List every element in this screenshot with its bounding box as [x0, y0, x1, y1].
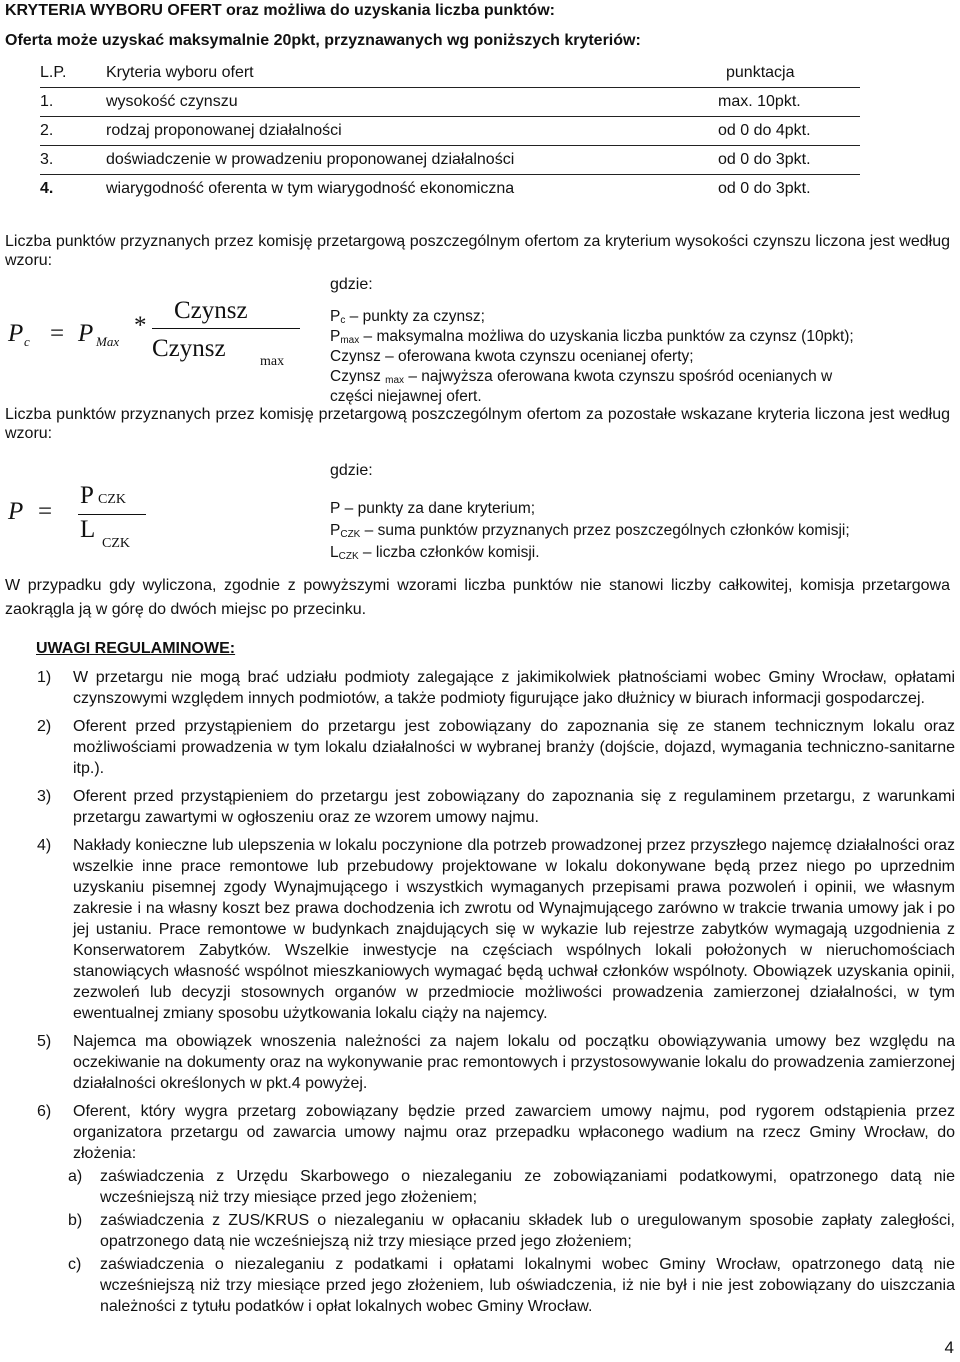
list-item — [5, 1101, 955, 1164]
formula1-equation — [8, 297, 308, 382]
formula2-fraction-bar — [78, 514, 146, 515]
row-no: 2. — [40, 122, 54, 139]
list-item — [5, 667, 955, 709]
list-item — [5, 716, 955, 779]
criteria-table — [40, 58, 860, 203]
formula1-legend — [330, 309, 854, 409]
table-divider — [40, 87, 860, 88]
legend-item: P – punkty za dane kryterium; — [330, 500, 536, 517]
page-subtitle: Oferta może uzyskać maksymalnie 20pkt, przyznawanych wg poniższych kryteriów: — [5, 32, 641, 49]
formula1-lhs-sub: c — [24, 334, 30, 349]
rounding-note: W przypadku gdy wyliczona, zgodnie z powyższymi wzorami liczba punktów nie stanowi liczby całkowitej, komisja przetargowa zaokrągla ją w górę do dwóch miejsc po przecinku. — [5, 577, 950, 618]
subitem-text: zaświadczenia o niezaleganiu z podatkami i opłatami lokalnymi wobec Gminy Wrocław, opatrzonego datą nie wcześniejszą niż trzy miesiące przed jego złożeniem, lub oświadczenia, iż nie był i nie jest zobowiązany do uiszczania należności z tytułu podatków i opłat lokalnych wobec Gminy Wrocław. — [100, 1256, 955, 1315]
sub-list-item — [5, 1254, 955, 1317]
formula1-pmax: P — [78, 320, 94, 347]
row-name: wiarygodność oferenta w tym wiarygodność ekonomiczna — [106, 180, 515, 197]
item-number: 3) — [37, 788, 52, 805]
formula2-eq: = — [38, 498, 53, 525]
formula1-pmax-sub: Max — [96, 334, 120, 349]
row-points: od 0 do 3pkt. — [718, 180, 811, 197]
col-header-name: Kryteria wyboru ofert — [106, 64, 254, 81]
uwagi-list — [5, 667, 955, 1317]
row-name: wysokość czynszu — [106, 93, 238, 110]
row-points: od 0 do 4pkt. — [718, 122, 811, 139]
formula1-eq: = — [50, 320, 65, 347]
formula1-gdzie: gdzie: — [330, 276, 373, 293]
col-header-no: L.P. — [40, 64, 67, 81]
item-text: Oferent, który wygra przetarg zobowiązany będzie przed zawarciem umowy najmu, pod rygorem odstąpienia przez organizatora przetargu od zawarcia umowy najmu oraz przepadku wpłaconego wadium na rzecz Gminy Wrocław, do złożenia: — [73, 1103, 955, 1162]
legend-item: $L_{CZK}$ – liczba członków komisji. — [330, 544, 540, 562]
table-row — [40, 116, 860, 145]
uwagi-heading: UWAGI REGULAMINOWE: — [36, 640, 236, 657]
formula1-denominator-sub: max — [260, 354, 285, 369]
row-no: 3. — [40, 151, 54, 168]
item-text: Najemca ma obowiązek wnoszenia należności za najem lokalu od początku obowiązywania umowy bez względu na oczekiwanie na dokumenty oraz na wykonywanie prac remontowych i przystosowywanie lokalu do prowadzenia zamierzonej działalności określonych w pkt.4 powyżej. — [73, 1033, 955, 1092]
item-text: Nakłady konieczne lub ulepszenia w lokalu poczynione dla potrzeb prowadzonej przez przyszłego najemcę działalności oraz wszelkie inne prace remontowe lub przebudowy projektowane w lokalu dokonywane będą przez niego po uprzednim uzyskaniu pisemnej zgody Wynajmującego i wszystkich wymaganych przepisami prawa pozwoleń i opinii, we własnym zakresie i na własny koszt bez prawa dochodzenia ich zwrotu od Wynajmującego zarówno w trakcie trwania umowy jak i po jej ustaniu. Prace remontowe w budynkach znajdujących się w wykazie lub rejestrze zabytków wymagają uzgodnienia z Konserwatorem Zabytków. Wszelkie inwestycje na częściach wspólnych lokali położonych w nieruchomościach stanowiących własność wspólnot mieszkaniowych wymagać będą uchwał członków wspólnoty. Obowiązek uzyskania opinii, zezwoleń lub decyzji stosownych organów w przedmiocie możliwości prowadzenia zamierzonej działalności, w tym ewentualnej zmiany sposobu użytkowania lokalu ciąży na najemcy. — [73, 837, 955, 1022]
legend-item: $P_{CZK}$ – suma punktów przyznanych przez poszczególnych członków komisji; — [330, 522, 850, 540]
formula1-numerator: Czynsz — [174, 297, 248, 324]
table-divider — [40, 145, 860, 146]
formula2-lhs: P — [8, 498, 24, 525]
row-name: doświadczenie w prowadzeniu proponowanej działalności — [106, 151, 515, 168]
row-points: od 0 do 3pkt. — [718, 151, 811, 168]
formula1-times: * — [134, 312, 147, 339]
subitem-letter: c) — [68, 1256, 82, 1273]
subitem-letter: a) — [68, 1168, 83, 1185]
formula2-denominator: L — [80, 516, 96, 543]
item-text: Oferent przed przystąpieniem do przetargu jest zobowiązany do zapoznania się z regulaminem przetargu, z warunkami przetargu zawartymi w ogłoszeniu oraz ze wzorem umowy najmu. — [73, 788, 955, 826]
table-header-row — [40, 58, 860, 87]
table-row — [40, 87, 860, 116]
item-number: 2) — [37, 718, 52, 735]
formula1-lhs: P — [8, 320, 24, 347]
item-number: 4) — [37, 837, 52, 854]
formula2-intro: Liczba punktów przyznanych przez komisję przetargową poszczególnym ofertom za pozostałe wskazane kryteria liczona jest według wzoru: — [5, 406, 950, 442]
formula1-denominator: Czynsz — [152, 335, 226, 362]
row-name: rodzaj proponowanej działalności — [106, 122, 342, 139]
subitem-letter: b) — [68, 1212, 83, 1229]
table-row — [40, 174, 860, 203]
legend-item: części niejawnej ofert. — [330, 388, 482, 405]
row-points: max. 10pkt. — [718, 93, 801, 110]
list-item — [5, 786, 955, 828]
page-title: KRYTERIA WYBORU OFERT oraz możliwa do uzyskania liczba punktów: — [5, 2, 555, 19]
sub-list-item — [5, 1210, 955, 1252]
table-divider — [40, 116, 860, 117]
legend-item: Czynsz $_{max}$ – najwyższa oferowana kwota czynszu spośród ocenianych w — [330, 368, 833, 386]
formula2-numerator-sub: CZK — [98, 492, 126, 507]
legend-item: $P_{max}$ – maksymalna możliwa do uzyskania liczba punktów za czynsz (10pkt); — [330, 328, 854, 346]
sub-list-item — [5, 1166, 955, 1208]
item-number: 6) — [37, 1103, 52, 1120]
table-row — [40, 145, 860, 174]
legend-item: Czynsz – oferowana kwota czynszu ocenianej oferty; — [330, 348, 694, 365]
formula2-denominator-sub: CZK — [102, 536, 130, 551]
row-no: 1. — [40, 93, 54, 110]
page-number: 4 — [944, 1338, 954, 1357]
formula2-equation — [8, 482, 208, 558]
formula2-gdzie: gdzie: — [330, 462, 373, 479]
item-number: 1) — [37, 669, 52, 686]
item-text: W przetargu nie mogą brać udziału podmioty zalegające z jakimikolwiek płatnościami wobec Gminy Wrocław, opłatami czynszowymi względem innych podmiotów, a także podmioty figurujące jako dłużnicy w biurach informacji gospodarczej. — [73, 669, 955, 707]
row-no: 4. — [40, 180, 54, 197]
col-header-points: punktacja — [726, 64, 795, 81]
formula2-legend — [330, 500, 850, 566]
subitem-text: zaświadczenia z ZUS/KRUS o niezaleganiu w opłacaniu składek lub o uregulowanym sposobie zapłaty zaległości, opatrzonego datą nie wcześniejszą niż trzy miesiące przed jego złożeniem; — [100, 1212, 955, 1250]
list-item — [5, 835, 955, 1024]
subitem-text: zaświadczenia z Urzędu Skarbowego o niezaleganiu ze zobowiązaniami podatkowymi, opatrzonego datą nie wcześniejszą niż trzy miesiące przed jego złożeniem; — [100, 1168, 955, 1206]
formula2-numerator: P — [80, 482, 94, 509]
formula1-fraction-bar — [152, 328, 300, 329]
legend-item: $P_c$ – punkty za czynsz; — [330, 308, 485, 326]
item-number: 5) — [37, 1033, 52, 1050]
list-item — [5, 1031, 955, 1094]
table-divider — [40, 174, 860, 175]
formula1-intro: Liczba punktów przyznanych przez komisję przetargową poszczególnym ofertom za kryterium wysokości czynszu liczona jest według wzoru: — [5, 233, 950, 269]
item-text: Oferent przed przystąpieniem do przetargu jest zobowiązany do zapoznania się ze stanem technicznym lokalu oraz możliwościami prowadzenia w tym lokalu działalności w wybranej branży (dojście, dojazd, wymagania techniczno-sanitarne itp.). — [73, 718, 955, 777]
